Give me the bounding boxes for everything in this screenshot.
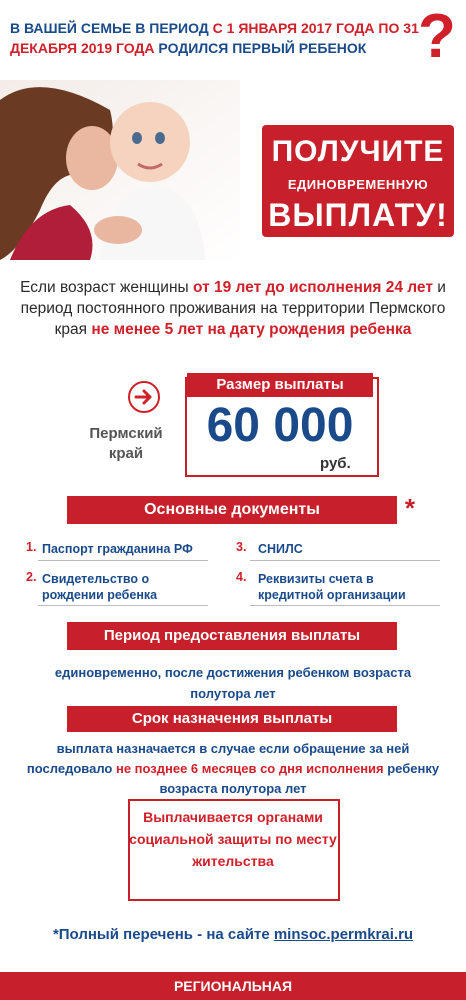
term-text1: выплата назначается в случае если обращение за ней последовало: [26, 741, 410, 776]
period-text: единовременно, после достижения ребенком возраста полутора лет: [54, 665, 412, 701]
period-title: Период предоставления выплаты: [67, 622, 397, 650]
eligibility-condition: [20, 277, 446, 340]
cond-age: от 19 лет до исполнения 24 лет: [192, 279, 433, 296]
doc-item: Свидетельство о рождении ребенка: [42, 572, 158, 602]
website-link[interactable]: minsoc.permkrai.ru: [273, 926, 414, 943]
term-title: Срок назначения выплаты: [67, 706, 397, 732]
cta-banner: [262, 125, 454, 237]
divider: [38, 605, 208, 606]
divider: [250, 605, 440, 606]
term-text2: ребенку возраста полутора лет: [159, 761, 440, 796]
region-label: Пермский край: [89, 425, 163, 462]
term-deadline: не позднее 6 месяцев со дня исполнения: [115, 761, 384, 776]
full-list-note: [20, 924, 446, 945]
divider: [250, 560, 440, 561]
doc-num: 2.: [26, 570, 37, 584]
header-part3: РОДИЛСЯ ПЕРВЫЙ РЕБЕНОК: [154, 40, 367, 56]
doc-item: Паспорт гражданина РФ: [42, 542, 193, 556]
documents-title-bar: [67, 493, 415, 524]
doc-item: СНИЛС: [258, 542, 303, 556]
arrow-right-circle-icon: [128, 381, 160, 413]
asterisk: *: [404, 493, 415, 523]
payment-header: Размер выплаты: [187, 373, 373, 397]
cond-residence: не менее 5 лет на дату рождения ребенка: [91, 321, 412, 338]
payment-amount: 60 000: [206, 399, 354, 452]
cta-line3: ВЫПЛАТУ!: [268, 197, 448, 233]
cond-text1: Если возраст женщины: [20, 279, 193, 296]
header-period: С 1 ЯНВАРЯ 2017 ГОДА ПО 31 ДЕКАБРЯ 2019 ГОДА: [10, 20, 419, 56]
divider: [38, 560, 208, 561]
cta-line1: ПОЛУЧИТЕ: [271, 135, 445, 168]
question-mark: ?: [418, 2, 456, 71]
doc-num: 4.: [236, 570, 247, 584]
documents-title: Основные документы: [144, 501, 320, 518]
paid-by-text: Выплачивается органами социальной защиты по месту жительства: [129, 809, 337, 869]
note-text: *Полный перечень - на сайте: [52, 926, 274, 943]
footer-bar: РЕГИОНАЛЬНАЯ: [0, 972, 466, 1000]
cond-text2: и период постоянного проживания на территории Пермского края: [20, 279, 446, 338]
term-text: [20, 739, 446, 799]
cta-line2: ЕДИНОВРЕМЕННУЮ: [287, 177, 429, 192]
header-text: [10, 18, 420, 58]
header-part1: В ВАШЕЙ СЕМЬЕ В ПЕРИОД: [10, 20, 213, 36]
payment-currency: руб.: [320, 455, 351, 472]
doc-num: 1.: [26, 540, 37, 554]
doc-item: Реквизиты счета в кредитной организации: [258, 572, 406, 602]
doc-num: 3.: [236, 540, 247, 554]
mother-baby-photo: [0, 80, 240, 260]
